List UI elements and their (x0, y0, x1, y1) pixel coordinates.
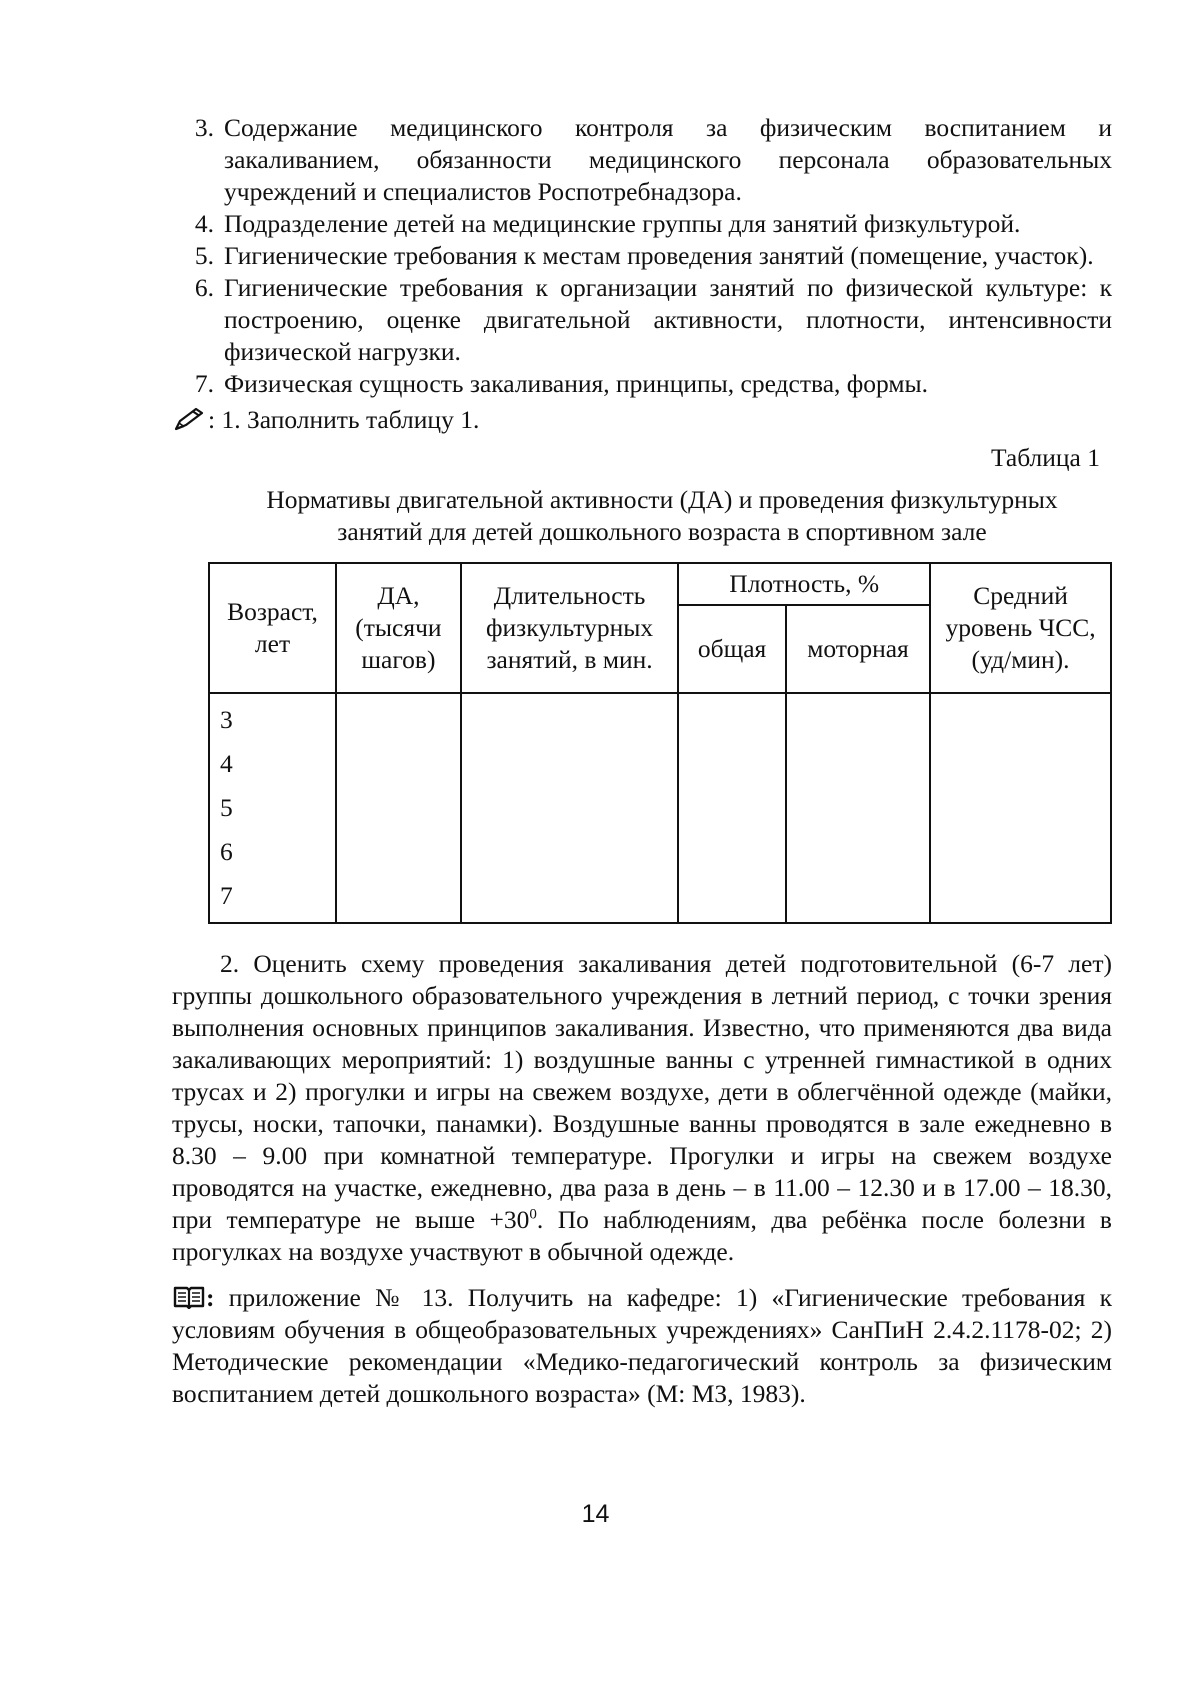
list-item-number: 7. (194, 369, 214, 398)
table-label: Таблица 1 (990, 443, 1100, 472)
references-text: приложение № 13. Получить на кафедре: 1) «Гигиенические требования к условиям обучения в общеобразовательных учреждениях» СанПиН 2.4.2.1178-02; 2) Методические рекомендации «Медико-педагогический контроль за физическим воспитанием детей дошкольного возраста» (М: МЗ, 1983). (172, 1283, 1112, 1408)
age-value: 3 (220, 705, 233, 734)
age-values-cell (209, 693, 336, 923)
task-instruction (172, 404, 1112, 436)
degree-superscript: 0 (529, 1206, 537, 1223)
list-item-text: Гигиенические требования к организации занятий по физической культуре: к построению, оценке двигательной активности, плотности, интенсивности физической нагрузки. (224, 273, 1112, 366)
empty-cell (336, 693, 461, 923)
list-item (172, 112, 1112, 208)
topics-list (172, 112, 1112, 400)
header-density: Плотность, % (678, 563, 930, 605)
empty-cell (930, 693, 1111, 923)
task-text: : 1. Заполнить таблицу 1. (208, 405, 480, 434)
norms-table (208, 562, 1112, 924)
list-item (172, 208, 1112, 240)
empty-cell (678, 693, 786, 923)
references-paragraph (172, 1282, 1112, 1410)
pencil-icon (172, 407, 206, 433)
empty-cell (786, 693, 930, 923)
list-item (172, 368, 1112, 400)
page-content (172, 112, 1112, 1410)
table-title (172, 484, 1112, 548)
header-heart-rate: Средний уровень ЧСС, (уд/мин). (930, 563, 1111, 693)
table-title-line: занятий для детей дошкольного возраста в спортивном зале (337, 517, 987, 546)
references-colon: : (206, 1283, 215, 1312)
list-item (172, 272, 1112, 368)
empty-cell (461, 693, 678, 923)
age-value: 6 (220, 837, 233, 866)
book-icon (172, 1285, 206, 1309)
task-2-paragraph (172, 948, 1112, 1268)
list-item-number: 6. (194, 273, 214, 302)
list-item-text: Содержание медицинского контроля за физическим воспитанием и закаливанием, обязанности медицинского персонала образовательных учреждений и специалистов Роспотребнадзора. (224, 113, 1112, 206)
age-value: 7 (220, 881, 233, 910)
list-item-text: Подразделение детей на медицинские группы для занятий физкультурой. (224, 209, 1021, 238)
header-age: Возраст, лет (209, 563, 336, 693)
page-number: 14 (581, 1500, 610, 1528)
list-item-number: 4. (194, 209, 214, 238)
header-da: ДА, (тысячи шагов) (336, 563, 461, 693)
age-value: 4 (220, 749, 233, 778)
task-2-text-end: . По наблюдениям, два ребёнка после болезни в прогулках на воздухе участвуют в обычной одежде. (172, 1205, 1112, 1266)
header-density-general: общая (678, 605, 786, 693)
list-item-number: 3. (194, 113, 214, 142)
list-item-text: Гигиенические требования к местам проведения занятий (помещение, участок). (224, 241, 1094, 270)
list-item-number: 5. (194, 241, 214, 270)
list-item (172, 240, 1112, 272)
table-title-line: Нормативы двигательной активности (ДА) и проведения физкультурных (266, 485, 1058, 514)
header-duration: Длительность физкультурных занятий, в мин. (461, 563, 678, 693)
age-value: 5 (220, 793, 233, 822)
list-item-text: Физическая сущность закаливания, принципы, средства, формы. (224, 369, 929, 398)
task-2-text: 2. Оценить схему проведения закаливания детей подготовительной (6-7 лет) группы дошкольного образовательного учреждения в летний период, с точки зрения выполнения основных принципов закаливания. Известно, что применяются два вида закаливающих мероприятий: 1) воздушные ванны с утренней гимнастикой в одних трусах и 2) прогулки и игры на свежем воздухе, дети в облегчённой одежде (майки, трусы, носки, тапочки, панамки). Воздушные ванны проводятся в зале ежедневно в 8.30 – 9.00 при комнатной температуре. Прогулки и игры на свежем воздухе проводятся на участке, ежедневно, два раза в день – в 11.00 – 12.30 и в 17.00 – 18.30, при температуре не выше +30 (172, 949, 1112, 1234)
header-density-motor: моторная (786, 605, 930, 693)
